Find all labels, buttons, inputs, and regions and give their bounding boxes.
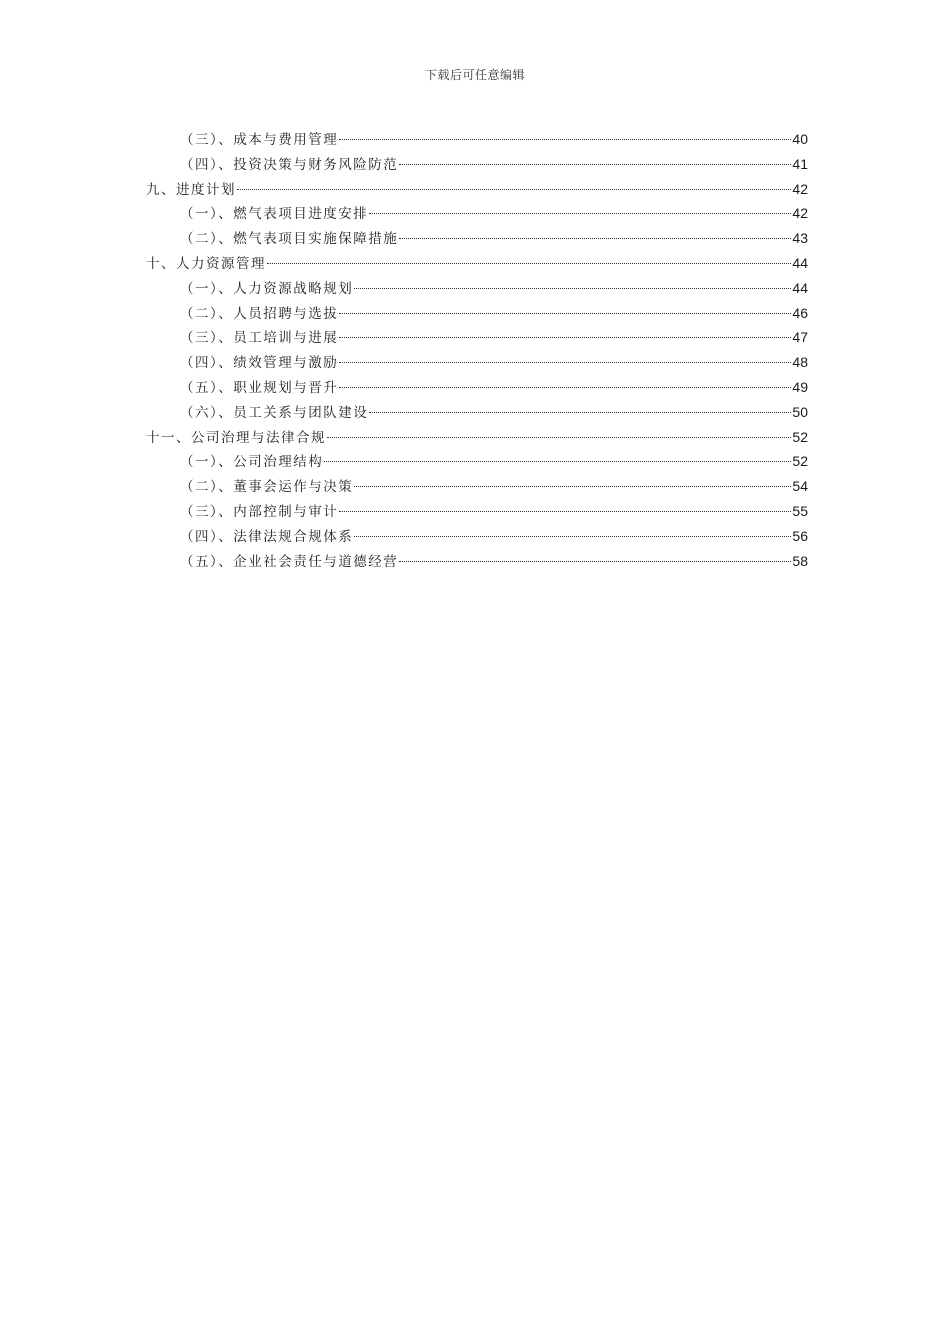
toc-dot-leader — [354, 288, 791, 289]
toc-dot-leader — [237, 189, 791, 190]
toc-entry-page-number: 40 — [792, 131, 808, 147]
toc-entry[interactable] — [146, 474, 808, 499]
toc-dot-leader — [339, 362, 791, 363]
toc-entry-page-number: 42 — [792, 180, 808, 197]
toc-entry-title: （三）、内部控制与审计 — [180, 503, 339, 520]
toc-dot-leader — [369, 412, 791, 413]
toc-entry-page-number: 47 — [792, 329, 808, 346]
toc-entry-page-number: 43 — [792, 230, 808, 247]
toc-dot-leader — [399, 164, 791, 165]
toc-dot-leader — [354, 486, 791, 487]
toc-dot-leader — [339, 387, 791, 388]
toc-dot-leader — [267, 263, 791, 264]
toc-entry-title: （四）、绩效管理与激励 — [180, 355, 339, 372]
toc-entry-page-number: 46 — [792, 304, 808, 321]
toc-entry-title: 十一、公司治理与法律合规 — [146, 429, 326, 446]
toc-entry-page-number: 52 — [792, 453, 808, 470]
toc-dot-leader — [339, 313, 791, 314]
toc-entry[interactable] — [146, 400, 808, 425]
toc-entry-title: （一）、人力资源战略规划 — [180, 280, 354, 297]
toc-entry[interactable] — [146, 152, 808, 177]
toc-entry[interactable] — [146, 449, 808, 474]
toc-entry-page-number: 52 — [792, 428, 808, 445]
toc-entry-page-number: 58 — [792, 552, 808, 569]
toc-entry-page-number: 41 — [792, 155, 808, 172]
toc-entry[interactable] — [146, 251, 808, 276]
toc-dot-leader — [339, 511, 791, 512]
toc-entry-page-number: 49 — [792, 378, 808, 395]
toc-entry-title: （一）、燃气表项目进度安排 — [180, 206, 369, 223]
toc-entry[interactable] — [146, 177, 808, 202]
toc-entry-title: （四）、投资决策与财务风险防范 — [180, 156, 399, 173]
toc-entry[interactable] — [146, 549, 808, 574]
toc-entry-title: （三）、成本与费用管理 — [180, 132, 339, 148]
toc-entry[interactable] — [146, 127, 808, 152]
toc-dot-leader — [369, 213, 791, 214]
table-of-contents — [146, 127, 808, 573]
toc-entry-page-number: 42 — [792, 205, 808, 222]
toc-entry-title: （三）、员工培训与进展 — [180, 330, 339, 347]
toc-dot-leader — [324, 461, 791, 462]
toc-dot-leader — [339, 337, 791, 338]
toc-entry-title: （一）、公司治理结构 — [180, 454, 324, 471]
toc-entry[interactable] — [146, 301, 808, 326]
toc-entry-page-number: 48 — [792, 354, 808, 371]
toc-entry-page-number: 56 — [792, 527, 808, 544]
toc-dot-leader — [327, 437, 791, 438]
toc-entry[interactable] — [146, 425, 808, 450]
toc-entry[interactable] — [146, 276, 808, 301]
toc-dot-leader — [399, 238, 791, 239]
toc-entry[interactable] — [146, 350, 808, 375]
toc-entry-title: （二）、人员招聘与选拔 — [180, 305, 339, 322]
toc-entry-title: （六）、员工关系与团队建设 — [180, 404, 369, 421]
toc-entry-title: （五）、职业规划与晋升 — [180, 379, 339, 396]
toc-dot-leader — [339, 139, 791, 140]
toc-entry-page-number: 55 — [792, 502, 808, 519]
toc-entry-title: 九、进度计划 — [146, 181, 236, 198]
toc-entry[interactable] — [146, 325, 808, 350]
toc-entry-page-number: 50 — [792, 403, 808, 420]
toc-entry[interactable] — [146, 226, 808, 251]
toc-dot-leader — [354, 536, 791, 537]
page-header-note: 下载后可任意编辑 — [424, 68, 525, 82]
toc-entry[interactable] — [146, 201, 808, 226]
toc-entry[interactable] — [146, 499, 808, 524]
toc-entry-page-number: 54 — [792, 478, 808, 495]
toc-entry-page-number: 44 — [792, 279, 808, 296]
toc-entry-title: （二）、燃气表项目实施保障措施 — [180, 231, 399, 248]
toc-entry[interactable] — [146, 375, 808, 400]
toc-dot-leader — [399, 561, 791, 562]
toc-entry-title: 十、人力资源管理 — [146, 255, 266, 272]
toc-entry-title: （五）、企业社会责任与道德经营 — [180, 553, 399, 570]
toc-entry[interactable] — [146, 524, 808, 549]
toc-entry-title: （二）、董事会运作与决策 — [180, 479, 354, 496]
toc-entry-title: （四）、法律法规合规体系 — [180, 528, 354, 545]
toc-entry-page-number: 44 — [792, 254, 808, 271]
